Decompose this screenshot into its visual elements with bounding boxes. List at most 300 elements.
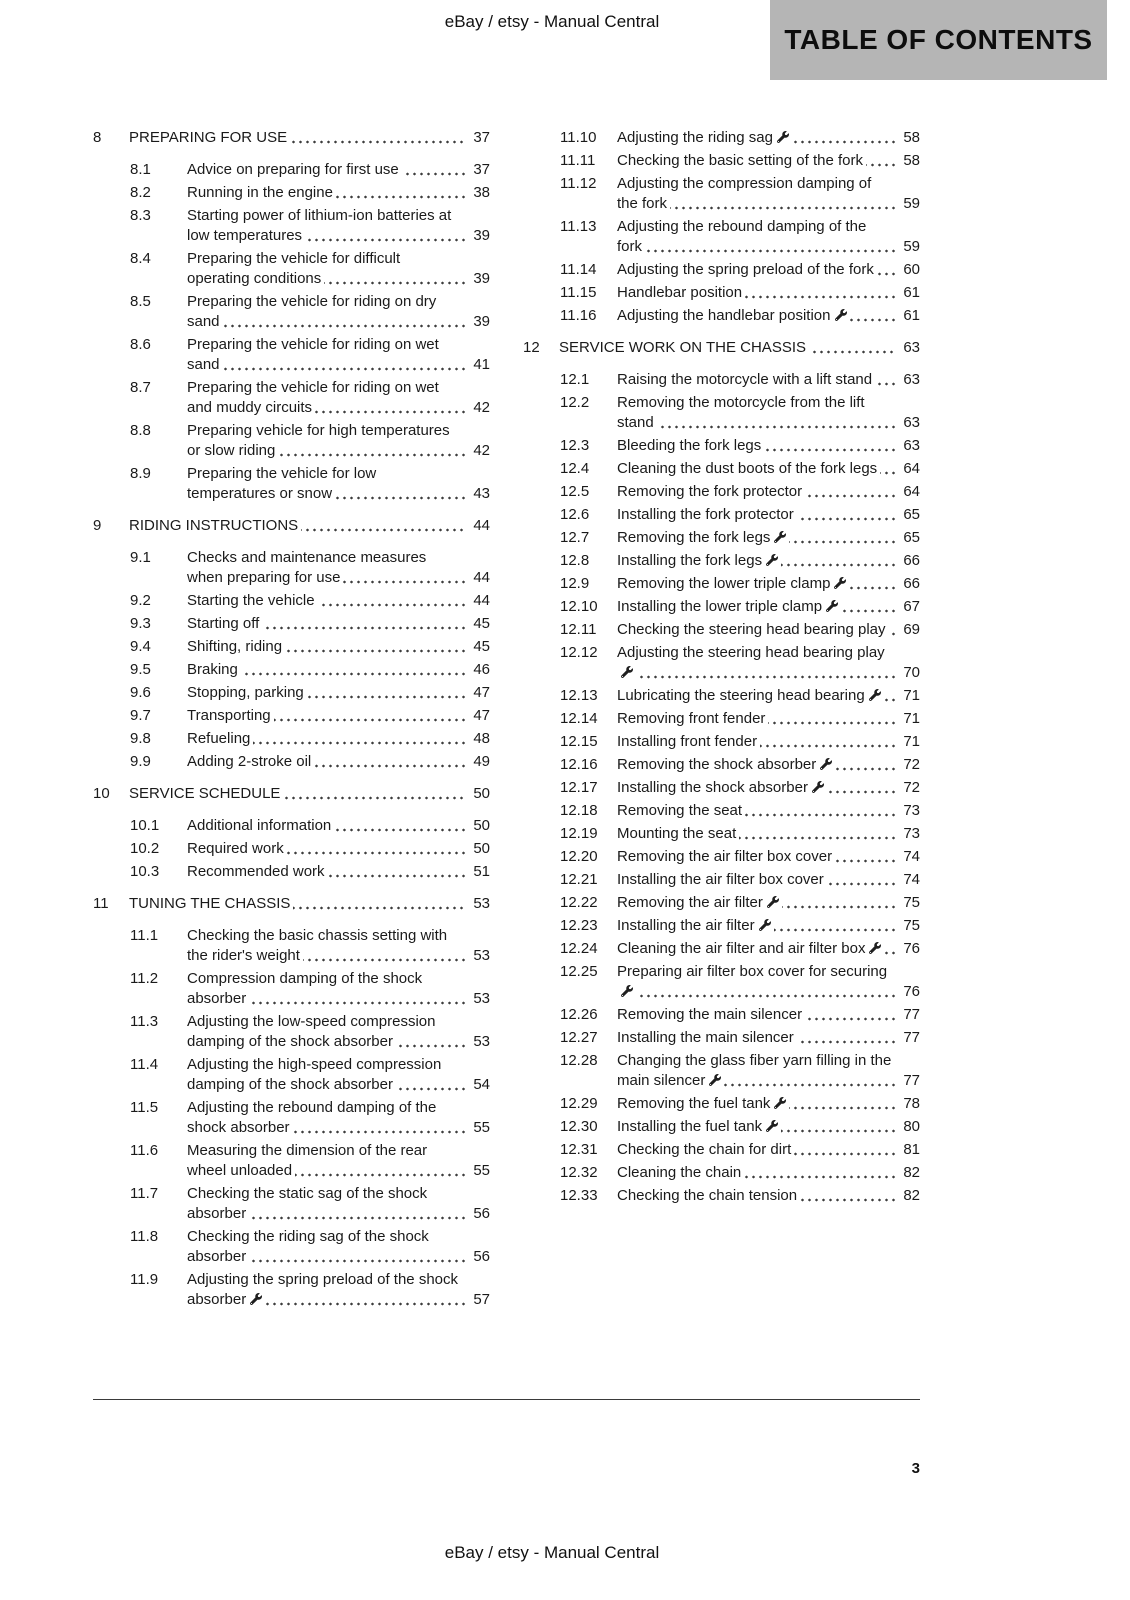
entry-number: 12.15 (560, 733, 598, 750)
entry-number: 12.13 (560, 687, 598, 704)
entry-number: 11.16 (560, 307, 597, 324)
entry-leader (187, 1012, 490, 1052)
entry-page: 55 (467, 1118, 490, 1138)
entry-number: 12.25 (560, 963, 598, 980)
entry-title: Installing the fuel tank (617, 1118, 781, 1135)
entry-title: Preparing the vehicle for low temperatures or snow (187, 465, 377, 502)
entry-leader (617, 459, 920, 479)
entry-leader (187, 1184, 490, 1224)
entry-page: 60 (897, 260, 920, 280)
entry-leader (187, 464, 490, 504)
entry-page: 81 (897, 1140, 920, 1160)
entry-leader (187, 1141, 490, 1181)
header-title: eBay / etsy - Manual Central (444, 12, 660, 31)
entry-leader (617, 1117, 920, 1137)
toc-chapter-row (93, 516, 490, 536)
wrench-icon (835, 309, 847, 321)
entry-page: 53 (467, 894, 490, 914)
entry-leader (187, 926, 490, 966)
entry-number: 11.13 (560, 218, 597, 235)
entry-leader (129, 894, 490, 914)
toc-item-row (93, 591, 490, 611)
entry-title: Removing the air filter (617, 894, 782, 911)
wrench-icon (826, 600, 838, 612)
entry-page: 63 (897, 370, 920, 390)
entry-title: Checking the riding sag of the shock absorber (187, 1228, 429, 1265)
toc-item-row (523, 482, 920, 502)
entry-number: 8.6 (130, 336, 151, 353)
toc-item-row (523, 528, 920, 548)
entry-number: 12.2 (560, 394, 590, 411)
toc-item-row (93, 614, 490, 634)
entry-title: Installing the air filter (617, 917, 774, 934)
entry-title: Required work (187, 840, 287, 857)
entry-title: Refueling (187, 730, 253, 747)
entry-title: RIDING INSTRUCTIONS (129, 517, 301, 534)
entry-title: Removing the fuel tank (617, 1095, 789, 1112)
entry-number: 12.23 (560, 917, 598, 934)
toc-item-row (523, 1186, 920, 1206)
entry-page: 56 (467, 1247, 490, 1267)
entry-leader (187, 292, 490, 332)
entry-title: Stopping, parking (187, 684, 307, 701)
entry-leader (187, 249, 490, 289)
toc-item-row (93, 729, 490, 749)
toc-item-row (523, 459, 920, 479)
entry-title: Installing the fork legs (617, 552, 781, 569)
entry-number: 12.31 (560, 1141, 598, 1158)
toc-item-row (523, 151, 920, 171)
entry-page: 49 (467, 752, 490, 772)
entry-title: Adding 2-stroke oil (187, 753, 314, 770)
entry-title: Installing the shock absorber (617, 779, 827, 796)
entry-leader (617, 1140, 920, 1160)
entry-page: 50 (467, 816, 490, 836)
entry-number: 12.24 (560, 940, 598, 957)
toc-item-row (93, 249, 490, 289)
entry-page: 63 (897, 413, 920, 433)
entry-leader (129, 128, 490, 148)
entry-leader (617, 870, 920, 890)
entry-leader (187, 660, 490, 680)
entry-title: Adjusting the steering head bearing play (617, 644, 885, 681)
toc-item-row (93, 752, 490, 772)
entry-page: 50 (467, 839, 490, 859)
entry-leader (617, 939, 920, 959)
entry-page: 44 (467, 568, 490, 588)
toc-column-right (523, 128, 920, 1313)
entry-number: 12.8 (560, 552, 590, 569)
entry-number: 12.28 (560, 1052, 598, 1069)
toc-item-row (523, 709, 920, 729)
toc-item-row (93, 862, 490, 882)
toc-item-row (523, 893, 920, 913)
toc-item-row (523, 939, 920, 959)
entry-title: Mounting the seat (617, 825, 739, 842)
entry-leader (617, 755, 920, 775)
entry-number: 12.29 (560, 1095, 598, 1112)
entry-page: 74 (897, 847, 920, 867)
toc-item-row (523, 370, 920, 390)
toc-item-row (93, 706, 490, 726)
entry-leader (617, 306, 920, 326)
entry-number: 12.11 (560, 621, 597, 638)
entry-page: 46 (467, 660, 490, 680)
entry-title: Running in the engine (187, 184, 336, 201)
entry-leader (187, 839, 490, 859)
entry-page: 63 (897, 338, 920, 358)
entry-page: 72 (897, 755, 920, 775)
entry-title: Checks and maintenance measures when preparing for use (187, 549, 427, 586)
wrench-icon (767, 896, 779, 908)
entry-leader (129, 784, 490, 804)
entry-page: 42 (467, 398, 490, 418)
entry-title: Removing the motorcycle from the lift stand (617, 394, 865, 431)
entry-number: 8.1 (130, 161, 151, 178)
footer-divider (93, 1399, 920, 1400)
entry-number: 12.33 (560, 1187, 598, 1204)
entry-title: Adjusting the low-speed compression damping of the shock absorber (187, 1013, 436, 1050)
entry-leader (617, 393, 920, 433)
entry-number: 12.32 (560, 1164, 598, 1181)
entry-leader (617, 686, 920, 706)
entry-leader (617, 283, 920, 303)
entry-leader (617, 801, 920, 821)
entry-leader (187, 1227, 490, 1267)
entry-title: Handlebar position (617, 284, 745, 301)
entry-number: 10.2 (130, 840, 160, 857)
entry-number: 12.26 (560, 1006, 598, 1023)
toc-chapter-row (93, 784, 490, 804)
toc-item-row (523, 1051, 920, 1091)
entry-leader (187, 1055, 490, 1095)
toc-item-row (523, 916, 920, 936)
entry-leader (617, 151, 920, 171)
entry-page: 38 (467, 183, 490, 203)
entry-title: Adjusting the riding sag (617, 129, 792, 146)
entry-page: 71 (897, 709, 920, 729)
entry-leader (187, 729, 490, 749)
entry-number: 11.8 (130, 1228, 159, 1245)
entry-leader (187, 548, 490, 588)
entry-page: 77 (897, 1071, 920, 1091)
entry-number: 9.1 (130, 549, 151, 566)
entry-title: Removing the fork legs (617, 529, 789, 546)
toc-item-row (523, 801, 920, 821)
entry-leader (617, 778, 920, 798)
entry-leader (187, 683, 490, 703)
entry-number: 11.6 (130, 1142, 159, 1159)
entry-number: 12.9 (560, 575, 590, 592)
entry-page: 61 (897, 306, 920, 326)
entry-number: 12.17 (560, 779, 598, 796)
toc-item-row (523, 643, 920, 683)
entry-number: 9.2 (130, 592, 151, 609)
entry-page: 56 (467, 1204, 490, 1224)
entry-page: 76 (897, 982, 920, 1002)
entry-page: 44 (467, 516, 490, 536)
entry-number: 12.3 (560, 437, 590, 454)
toc-item-row (93, 683, 490, 703)
entry-page: 61 (897, 283, 920, 303)
wrench-icon (812, 781, 824, 793)
entry-title: Removing the air filter box cover (617, 848, 835, 865)
entry-page: 78 (897, 1094, 920, 1114)
entry-leader (617, 174, 920, 214)
entry-page: 53 (467, 946, 490, 966)
toc-item-row (523, 1028, 920, 1048)
entry-number: 11.3 (130, 1013, 159, 1030)
entry-number: 11.2 (130, 970, 159, 987)
toc-item-row (93, 1270, 490, 1310)
entry-leader (617, 260, 920, 280)
entry-page: 74 (897, 870, 920, 890)
entry-number: 11.7 (130, 1185, 159, 1202)
entry-title: Cleaning the air filter and air filter box (617, 940, 884, 957)
entry-title: Checking the chain tension (617, 1187, 800, 1204)
entry-title: Preparing vehicle for high temperatures or slow riding (187, 422, 450, 459)
entry-number: 11.10 (560, 129, 597, 146)
entry-leader (617, 893, 920, 913)
toc-item-row (523, 620, 920, 640)
entry-leader (129, 516, 490, 536)
entry-leader (187, 816, 490, 836)
entry-number: 11.5 (130, 1099, 159, 1116)
entry-title: Installing the fork protector (617, 506, 797, 523)
entry-number: 8.5 (130, 293, 151, 310)
entry-page: 37 (467, 160, 490, 180)
entry-page: 50 (467, 784, 490, 804)
entry-leader (187, 637, 490, 657)
entry-number: 9.5 (130, 661, 151, 678)
entry-page: 42 (467, 441, 490, 461)
entry-title: Lubricating the steering head bearing (617, 687, 884, 704)
toc-item-row (93, 660, 490, 680)
entry-number: 9.3 (130, 615, 151, 632)
entry-title: Preparing the vehicle for riding on dry sand (187, 293, 437, 330)
entry-leader (617, 1186, 920, 1206)
entry-leader (617, 824, 920, 844)
entry-page: 70 (897, 663, 920, 683)
entry-leader (187, 706, 490, 726)
toc-item-row (93, 421, 490, 461)
entry-title: Installing front fender (617, 733, 760, 750)
entry-title: Preparing the vehicle for difficult operating conditions (187, 250, 401, 287)
entry-title: Adjusting the compression damping of the fork (617, 175, 872, 212)
entry-number: 10.3 (130, 863, 160, 880)
entry-page: 66 (897, 551, 920, 571)
entry-title: Preparing air filter box cover for securing (617, 963, 887, 1000)
toc-item-row (523, 551, 920, 571)
entry-page: 55 (467, 1161, 490, 1181)
toc-item-row (93, 1141, 490, 1181)
entry-leader (187, 1270, 490, 1310)
entry-leader (617, 505, 920, 525)
entry-number: 12.10 (560, 598, 598, 615)
entry-number: 12.14 (560, 710, 598, 727)
entry-number: 8 (93, 129, 102, 146)
entry-number: 12.4 (560, 460, 590, 477)
entry-page: 72 (897, 778, 920, 798)
entry-title: Checking the basic chassis setting with the rider's weight (187, 927, 448, 964)
entry-title: Preparing the vehicle for riding on wet and muddy circuits (187, 379, 439, 416)
entry-leader (617, 962, 920, 1002)
entry-title: Checking the static sag of the shock absorber (187, 1185, 428, 1222)
toc-item-row (523, 1005, 920, 1025)
toc-item-row (523, 283, 920, 303)
toc-item-row (523, 217, 920, 257)
toc-item-row (93, 839, 490, 859)
entry-page: 77 (897, 1028, 920, 1048)
toc-item-row (523, 1094, 920, 1114)
entry-number: 12.12 (560, 644, 598, 661)
entry-title: Starting power of lithium-ion batteries at low temperatures (187, 207, 452, 244)
entry-title: Advice on preparing for first use (187, 161, 402, 178)
wrench-icon (834, 577, 846, 589)
toc-chapter-row (93, 128, 490, 148)
entry-title: Measuring the dimension of the rear wheel unloaded (187, 1142, 428, 1179)
entry-title: Braking (187, 661, 241, 678)
entry-number: 9 (93, 517, 102, 534)
entry-number: 12.27 (560, 1029, 598, 1046)
toc-item-row (93, 464, 490, 504)
footer-title: eBay / etsy - Manual Central (444, 1543, 660, 1562)
entry-leader (187, 969, 490, 1009)
entry-page: 82 (897, 1186, 920, 1206)
entry-title: Transporting (187, 707, 274, 724)
entry-number: 8.9 (130, 465, 151, 482)
entry-page: 64 (897, 459, 920, 479)
entry-title: Removing the fork protector (617, 483, 805, 500)
toc-item-row (93, 1184, 490, 1224)
entry-number: 12.5 (560, 483, 590, 500)
entry-leader (617, 551, 920, 571)
toc-item-row (93, 335, 490, 375)
toc-chapter-row (93, 894, 490, 914)
entry-page: 37 (467, 128, 490, 148)
entry-page: 53 (467, 1032, 490, 1052)
entry-page: 71 (897, 686, 920, 706)
entry-title: PREPARING FOR USE (129, 129, 290, 146)
toc-item-row (523, 574, 920, 594)
entry-page: 66 (897, 574, 920, 594)
entry-title: Removing the shock absorber (617, 756, 835, 773)
entry-page: 69 (897, 620, 920, 640)
entry-page: 82 (897, 1163, 920, 1183)
wrench-icon (766, 554, 778, 566)
entry-number: 12.20 (560, 848, 598, 865)
entry-title: SERVICE SCHEDULE (129, 785, 283, 802)
entry-title: SERVICE WORK ON THE CHASSIS (559, 339, 809, 356)
entry-page: 39 (467, 226, 490, 246)
wrench-icon (250, 1293, 262, 1305)
entry-title: Removing the lower triple clamp (617, 575, 849, 592)
entry-page: 76 (897, 939, 920, 959)
entry-page: 45 (467, 637, 490, 657)
entry-title: Removing front fender (617, 710, 768, 727)
entry-title: Removing the main silencer (617, 1006, 805, 1023)
entry-page: 43 (467, 484, 490, 504)
entry-leader (187, 1098, 490, 1138)
toc-item-row (523, 393, 920, 433)
entry-title: Starting the vehicle (187, 592, 318, 609)
toc-item-row (523, 962, 920, 1002)
wrench-icon (820, 758, 832, 770)
toc-item-row (93, 1098, 490, 1138)
entry-title: Cleaning the chain (617, 1164, 744, 1181)
entry-number: 8.7 (130, 379, 151, 396)
wrench-icon (621, 985, 633, 997)
entry-number: 9.6 (130, 684, 151, 701)
toc-item-row (523, 755, 920, 775)
toc-item-row (523, 1117, 920, 1137)
entry-leader (617, 528, 920, 548)
wrench-icon (869, 689, 881, 701)
entry-leader (187, 183, 490, 203)
entry-number: 12.7 (560, 529, 590, 546)
entry-page: 48 (467, 729, 490, 749)
wrench-icon (621, 666, 633, 678)
entry-number: 8.2 (130, 184, 151, 201)
entry-title: Preparing the vehicle for riding on wet sand (187, 336, 439, 373)
wrench-icon (709, 1074, 721, 1086)
entry-title: Checking the basic setting of the fork (617, 152, 866, 169)
toc-item-row (93, 206, 490, 246)
toc-item-row (93, 637, 490, 657)
entry-number: 12.18 (560, 802, 598, 819)
entry-leader (187, 591, 490, 611)
entry-leader (617, 847, 920, 867)
entry-leader (617, 732, 920, 752)
toc-item-row (523, 436, 920, 456)
entry-number: 10.1 (130, 817, 160, 834)
toc-columns (93, 128, 920, 1313)
toc-item-row (523, 732, 920, 752)
entry-number: 8.4 (130, 250, 151, 267)
entry-number: 9.4 (130, 638, 151, 655)
toc-item-row (523, 306, 920, 326)
wrench-icon (869, 942, 881, 954)
toc-item-row (93, 1227, 490, 1267)
entry-number: 11.12 (560, 175, 597, 192)
wrench-icon (759, 919, 771, 931)
entry-leader (617, 436, 920, 456)
entry-number: 12.6 (560, 506, 590, 523)
entry-title: Installing the main silencer (617, 1029, 797, 1046)
entry-page: 57 (467, 1290, 490, 1310)
entry-leader (187, 335, 490, 375)
entry-page: 54 (467, 1075, 490, 1095)
entry-title: Adjusting the rebound damping of the fork (617, 218, 867, 255)
toc-item-row (523, 778, 920, 798)
entry-leader (187, 206, 490, 246)
entry-page: 53 (467, 989, 490, 1009)
entry-title: Installing the air filter box cover (617, 871, 827, 888)
entry-page: 75 (897, 893, 920, 913)
entry-number: 11.14 (560, 261, 597, 278)
entry-leader (187, 160, 490, 180)
toc-item-row (93, 926, 490, 966)
entry-number: 12.16 (560, 756, 598, 773)
entry-title: Checking the steering head bearing play (617, 621, 889, 638)
toc-item-row (523, 847, 920, 867)
entry-number: 11.4 (130, 1056, 159, 1073)
entry-leader (617, 1028, 920, 1048)
entry-title: Shifting, riding (187, 638, 285, 655)
entry-title: Adjusting the rebound damping of the shock absorber (187, 1099, 437, 1136)
entry-number: 12.22 (560, 894, 598, 911)
entry-page: 80 (897, 1117, 920, 1137)
